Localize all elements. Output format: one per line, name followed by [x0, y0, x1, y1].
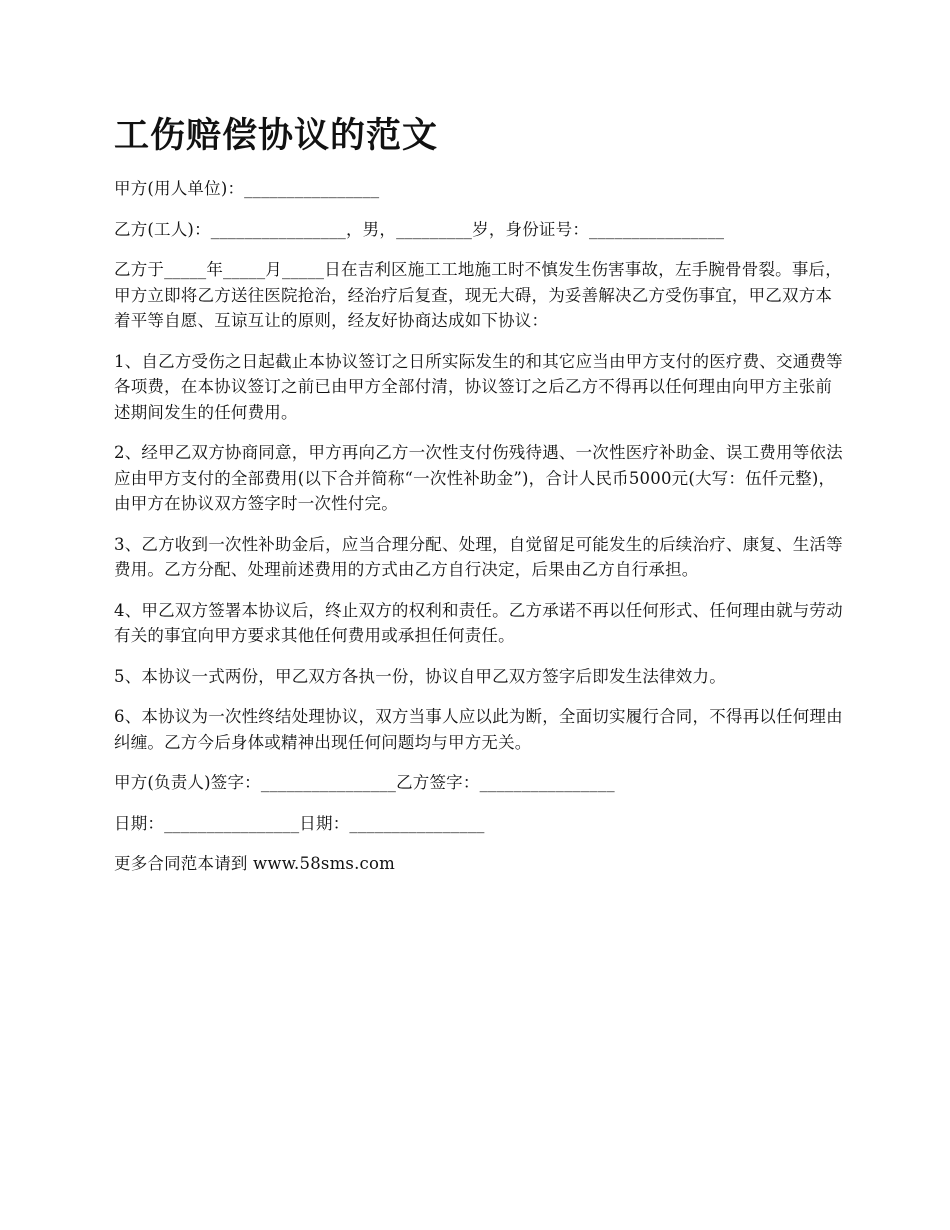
document-body — [114, 176, 844, 892]
clause-4: 4、甲乙双方签署本协议后，终止双方的权利和责任。乙方承诺不再以任何形式、任何理由就与劳动有关的事宜向甲方要求其他任何费用或承担任何责任。 — [114, 600, 843, 645]
clause-6: 6、本协议为一次性终结处理协议，双方当事人应以此为断，全面切实履行合同，不得再以任何理由纠缠。乙方今后身体或精神出现任何问题均与甲方无关。 — [114, 707, 843, 752]
party-b-line: 乙方(工人)：________________，男，_________岁，身份证号：________________ — [114, 219, 725, 239]
document-title: 工伤赔偿协议的范文 — [114, 115, 439, 156]
clause-2: 2、经甲乙双方协商同意，甲方再向乙方一次性支付伤残待遇、一次性医疗补助金、误工费用等依法应由甲方支付的全部费用(以下合并简称“一次性补助金”)，合计人民币5000元(大写：伍仟元整)，由甲方在协议双方签字时一次性付完。 — [114, 443, 843, 513]
clause-1: 1、自乙方受伤之日起截止本协议签订之日所实际发生的和其它应当由甲方支付的医疗费、交通费等各项费，在本协议签订之前已由甲方全部付清，协议签订之后乙方不得再以任何理由向甲方主张前述期间发生的任何费用。 — [114, 351, 843, 422]
party-a-line: 甲方(用人单位)：________________ — [114, 179, 380, 198]
preamble-paragraph: 乙方于_____年_____月_____日在吉利区施工工地施工时不慎发生伤害事故，左手腕骨骨裂。事后，甲方立即将乙方送往医院抢治，经治疗后复查，现无大碍，为妥善解决乙方受伤事宜，甲乙双方本着平等自愿、互谅互让的原则，经友好协商达成如下协议： — [114, 260, 842, 330]
date-line: 日期：________________日期：________________ — [114, 813, 485, 833]
clause-5: 5、本协议一式两份，甲乙双方各执一份，协议自甲乙双方签字后即发生法律效力。 — [114, 666, 726, 686]
signature-line: 甲方(负责人)签字：________________乙方签字：________________ — [114, 773, 615, 792]
clause-3: 3、乙方收到一次性补助金后，应当合理分配、处理，自觉留足可能发生的后续治疗、康复、生活等费用。乙方分配、处理前述费用的方式由乙方自行决定，后果由乙方自行承担。 — [114, 534, 843, 579]
footer-link-text: 更多合同范本请到 www.58sms.com — [114, 854, 395, 873]
